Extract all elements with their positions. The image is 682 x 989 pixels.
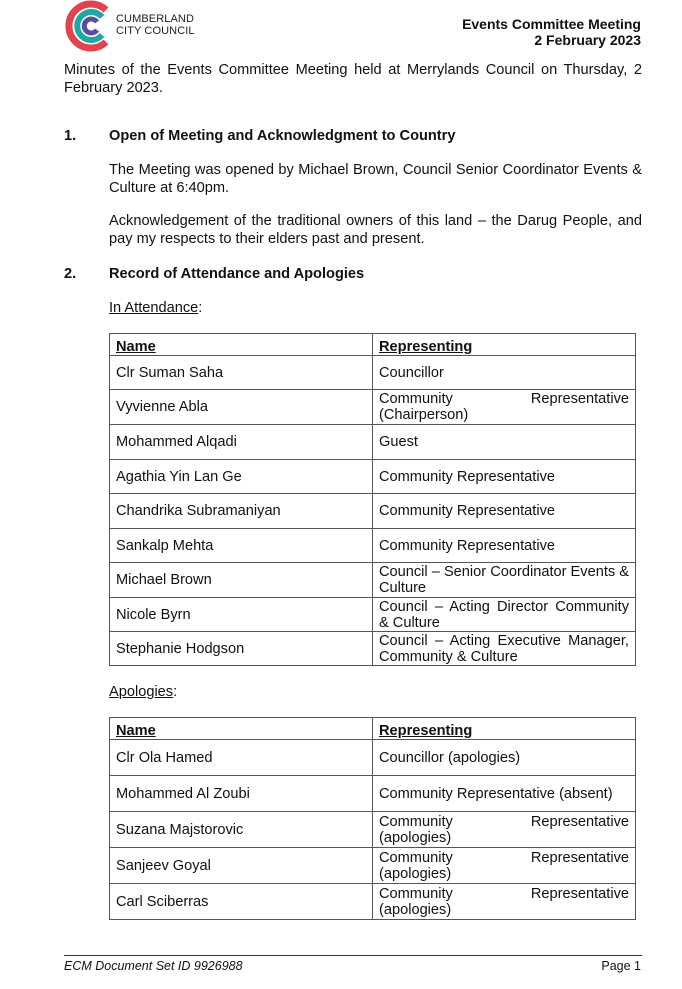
section-title: Record of Attendance and Apologies — [109, 266, 365, 282]
attendee-name: Sanjeev Goyal — [110, 848, 373, 884]
table-header-row — [110, 334, 636, 356]
attendee-representing: Guest — [373, 425, 636, 460]
section-number: 1. — [64, 128, 77, 144]
section-2-heading — [64, 266, 364, 282]
table-row — [110, 632, 636, 666]
attendee-representing: Community Representative (apologies) — [373, 848, 636, 884]
attendee-representing: Councillor (apologies) — [373, 740, 636, 776]
org-name — [116, 13, 195, 37]
table-row — [110, 563, 636, 598]
attendee-name: Nicole Byrn — [110, 598, 373, 632]
section-1-para-1: The Meeting was opened by Michael Brown, Council Senior Coordinator Events & Culture at 6:40pm. — [109, 162, 642, 196]
doc-date: 2 February 2023 — [534, 32, 641, 48]
attendee-name: Carl Sciberras — [110, 884, 373, 920]
table-header-row — [110, 718, 636, 740]
attendee-name: Vyvienne Abla — [110, 390, 373, 425]
attendee-name: Agathia Yin Lan Ge — [110, 460, 373, 494]
attendee-representing: Community Representative (absent) — [373, 776, 636, 812]
attendee-name: Stephanie Hodgson — [110, 632, 373, 666]
col-name-header: Name — [110, 334, 373, 356]
table-row — [110, 460, 636, 494]
document-header — [462, 16, 641, 48]
table-row — [110, 812, 636, 848]
table-row — [110, 390, 636, 425]
attendee-name: Chandrika Subramaniyan — [110, 494, 373, 529]
table-row — [110, 776, 636, 812]
attendee-representing: Community Representative (apologies) — [373, 812, 636, 848]
footer-page-number: Page 1 — [601, 959, 641, 973]
apologies-label: Apologies: — [109, 684, 178, 700]
attendee-representing: Council – Acting Executive Manager, Community & Culture — [373, 632, 636, 666]
section-1-para-2: Acknowledgement of the traditional owners of this land – the Darug People, and pay my respects to their elders past and present. — [109, 213, 642, 247]
attendee-representing: Council – Senior Coordinator Events & Culture — [373, 563, 636, 598]
attendee-representing: Community Representative — [373, 529, 636, 563]
col-representing-header: Representing — [373, 718, 636, 740]
attendance-label: In Attendance: — [109, 300, 203, 316]
col-name-header: Name — [110, 718, 373, 740]
attendee-representing: Councillor — [373, 356, 636, 390]
attendee-name: Sankalp Mehta — [110, 529, 373, 563]
attendee-representing: Community Representative (Chairperson) — [373, 390, 636, 425]
doc-title: Events Committee Meeting — [462, 16, 641, 32]
table-row — [110, 356, 636, 390]
table-row — [110, 884, 636, 920]
org-line-2: CITY COUNCIL — [116, 25, 195, 37]
section-1-heading — [64, 128, 455, 144]
attendee-name: Clr Suman Saha — [110, 356, 373, 390]
table-row — [110, 598, 636, 632]
attendee-name: Mohammed Al Zoubi — [110, 776, 373, 812]
attendee-representing: Council – Acting Director Community & Culture — [373, 598, 636, 632]
org-line-1: CUMBERLAND — [116, 13, 195, 25]
apologies-table — [109, 717, 636, 920]
table-row — [110, 740, 636, 776]
col-representing-header: Representing — [373, 334, 636, 356]
footer-divider — [64, 955, 642, 956]
attendee-representing: Community Representative — [373, 494, 636, 529]
table-row — [110, 425, 636, 460]
attendee-name: Suzana Majstorovic — [110, 812, 373, 848]
attendee-representing: Community Representative (apologies) — [373, 884, 636, 920]
cumberland-logo-icon — [64, 0, 114, 52]
attendee-name: Clr Ola Hamed — [110, 740, 373, 776]
attendee-name: Michael Brown — [110, 563, 373, 598]
attendee-name: Mohammed Alqadi — [110, 425, 373, 460]
section-title: Open of Meeting and Acknowledgment to Country — [109, 128, 456, 144]
table-row — [110, 848, 636, 884]
section-number: 2. — [64, 266, 77, 282]
table-row — [110, 529, 636, 563]
attendee-representing: Community Representative — [373, 460, 636, 494]
table-row — [110, 494, 636, 529]
footer-doc-id: ECM Document Set ID 9926988 — [64, 959, 243, 973]
intro-paragraph: Minutes of the Events Committee Meeting held at Merrylands Council on Thursday, 2 February 2023. — [64, 62, 642, 96]
attendance-table — [109, 333, 636, 666]
